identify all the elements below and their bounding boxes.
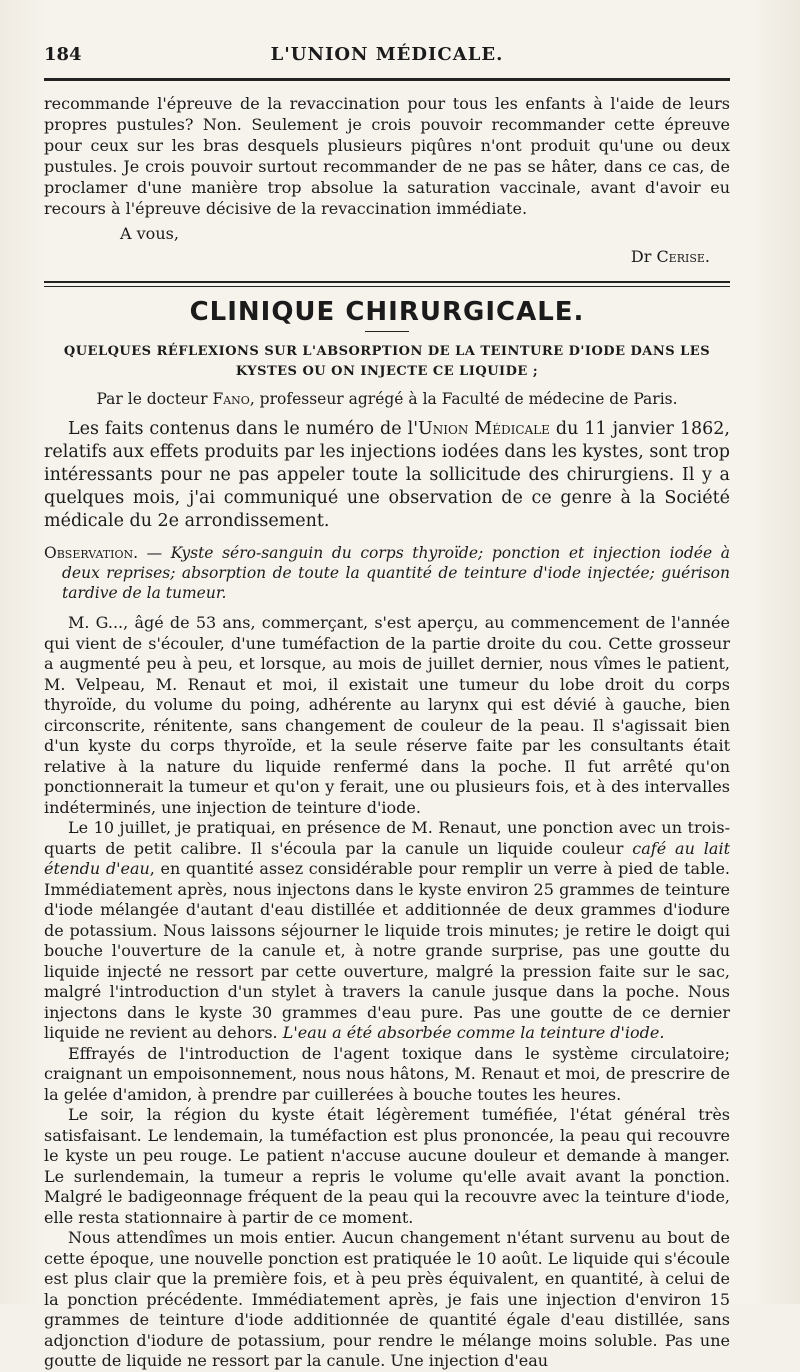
- body-paragraph-5: Nous attendîmes un mois entier. Aucun changement n'étant survenu au bout de cette époque, une nouvelle ponction est pratiquée le 10 août. Le liquide qui s'écoule est plus clair que la première fois, et à peu près équivalent, en quantité, à celui de la ponction précédente. Immédiatement après, je fais une injection d'environ 15 grammes de teinture d'iode additionnée de quantité égale d'eau distillée, sans adjonction d'iodure de potassium, pour rendre le mélange moins soluble. Pas une goutte de liquide ne ressort par la canule. Une injection d'eau: [44, 1228, 730, 1370]
- observation-heading: [44, 543, 730, 603]
- byline: [44, 388, 730, 410]
- section-title: CLINIQUE CHIRURGICALE.: [189, 297, 585, 327]
- intro-paragraph: [44, 418, 730, 533]
- observation-body: [44, 613, 730, 1372]
- p2-emphasis-2: L'eau a été absorbée comme la teinture d'iode.: [282, 1023, 665, 1042]
- header-rule: [44, 78, 730, 81]
- byline-pre: Par le docteur: [96, 390, 213, 408]
- p2-part-b: , en quantité assez considérable pour remplir un verre à pied de table. Immédiatement après, nous injectons dans le kyste environ 25 grammes de teinture d'iode mélangée d'autant d'eau distillée et additionnée de deux grammes d'iodure de potassium. Nous laissons séjourner le liquide trois minutes; je retire le doigt qui bouche l'ouverture de la canule et, à notre grande surprise, pas une goutte du liquide injecté ne ressort par cette ouverture, malgré la pression faite sur le sac, malgré l'introduction d'un stylet à travers la canule jusque dans la poche. Nous injectons dans le kyste 30 grammes d'eau pure. Pas une goutte de ce dernier liquide ne revient au dehors.: [44, 859, 730, 1042]
- observation-dash: —: [138, 544, 171, 562]
- intro-part1: Les faits contenus dans le numéro de l': [68, 419, 418, 439]
- page-header: [44, 44, 730, 72]
- intro-part2: du 11 janvier 1862, relatifs aux effets produits par les injections iodées dans les kystes, sont trop intéressants pour ne pas appeler toute la sollicitude des chirurgiens. Il y a quelques mois, j'ai communiqué une observation de ce genre à la Société médicale du 2e arrondissement.: [44, 419, 730, 531]
- signature-prefix: Dr: [630, 247, 657, 266]
- byline-author: Fano: [212, 390, 250, 408]
- observation-title: Kyste séro-sanguin du corps thyroïde; ponction et injection iodée à deux reprises; absorption de toute la quantité de teinture d'iode injectée; guérison tardive de la tumeur.: [62, 544, 731, 602]
- body-paragraph-4: Le soir, la région du kyste était légèrement tuméfiée, l'état général très satisfaisant. Le lendemain, la tuméfaction est plus prononcée, la peau qui recouvre le kyste un peu rouge. Le patient n'accuse aucune douleur et demande à manger. Le surlendemain, la tumeur a repris le volume qu'elle avait avant la ponction. Malgré le badigeonnage fréquent de la peau qui la recouvre avec la teinture d'iode, elle resta stationnaire à partir de ce moment.: [44, 1105, 730, 1227]
- title-underline: [365, 331, 409, 332]
- letter-signature: [44, 246, 730, 267]
- body-paragraph-2: [44, 818, 730, 1044]
- signature-name: Cerise.: [656, 247, 710, 266]
- body-paragraph-3: Effrayés de l'introduction de l'agent toxique dans le système circulatoire; craignant un empoisonnement, nous nous hâtons, M. Renaut et moi, de prescrire de la gelée d'amidon, à prendre par cuillerées à bouche toutes les heures.: [44, 1043, 730, 1104]
- section-divider: [44, 281, 730, 287]
- letter-end-paragraph: recommande l'épreuve de la revaccination pour tous les enfants à l'aide de leurs propres pustules? Non. Seulement je crois pouvoir recommander cette épreuve pour ceux sur les bras desquels plusieurs piqûres n'ont produit qu'une ou deux pustules. Je crois pouvoir surtout recommander de ne pas se hâter, dans ce cas, de proclamer d'une manière trop absolue la saturation vaccinale, avant d'avoir eu recours à l'épreuve décisive de la revaccination immédiate.: [44, 94, 730, 218]
- p2-emphasis-1: café au lait étendu d'eau: [44, 838, 731, 878]
- intro-journal: Union Médicale: [418, 419, 550, 439]
- observation-label: Observation.: [44, 544, 139, 562]
- article-title: QUELQUES RÉFLEXIONS SUR L'ABSORPTION DE LA TEINTURE D'IODE DANS LES KYSTES OU ON INJECTE CE LIQUIDE ;: [63, 344, 711, 379]
- running-title: L'UNION MÉDICALE.: [270, 44, 504, 65]
- page-number: 184: [44, 44, 82, 65]
- body-paragraph-1: M. G..., âgé de 53 ans, commerçant, s'est aperçu, au commencement de l'année qui vient de s'écouler, d'une tuméfaction de la partie droite du cou. Cette grosseur a augmenté peu à peu, et lorsque, au mois de juillet dernier, nous vîmes le patient, M. Velpeau, M. Renaut et moi, il existait une tumeur du lobe droit du corps thyroïde, du volume du poing, adhérente au larynx qui est dévié à gauche, bien circonscrite, rénitente, sans changement de couleur de la peau. Il s'agissait bien d'un kyste du corps thyroïde, et la seule réserve faite par les consultants était relative à la nature du liquide renfermé dans la poche. Il fut arrêté qu'on ponctionnerait la tumeur et qu'on y ferait, une ou plusieurs fois, et à des intervalles indéterminés, une injection de teinture d'iode.: [44, 613, 730, 817]
- p2-part-a: Le 10 juillet, je pratiquai, en présence de M. Renaut, une ponction avec un trois-quarts de petit calibre. Il s'écoula par la canule un liquide couleur: [44, 818, 730, 858]
- byline-post: , professeur agrégé à la Faculté de médecine de Paris.: [249, 390, 678, 408]
- letter-greeting: A vous,: [120, 224, 179, 243]
